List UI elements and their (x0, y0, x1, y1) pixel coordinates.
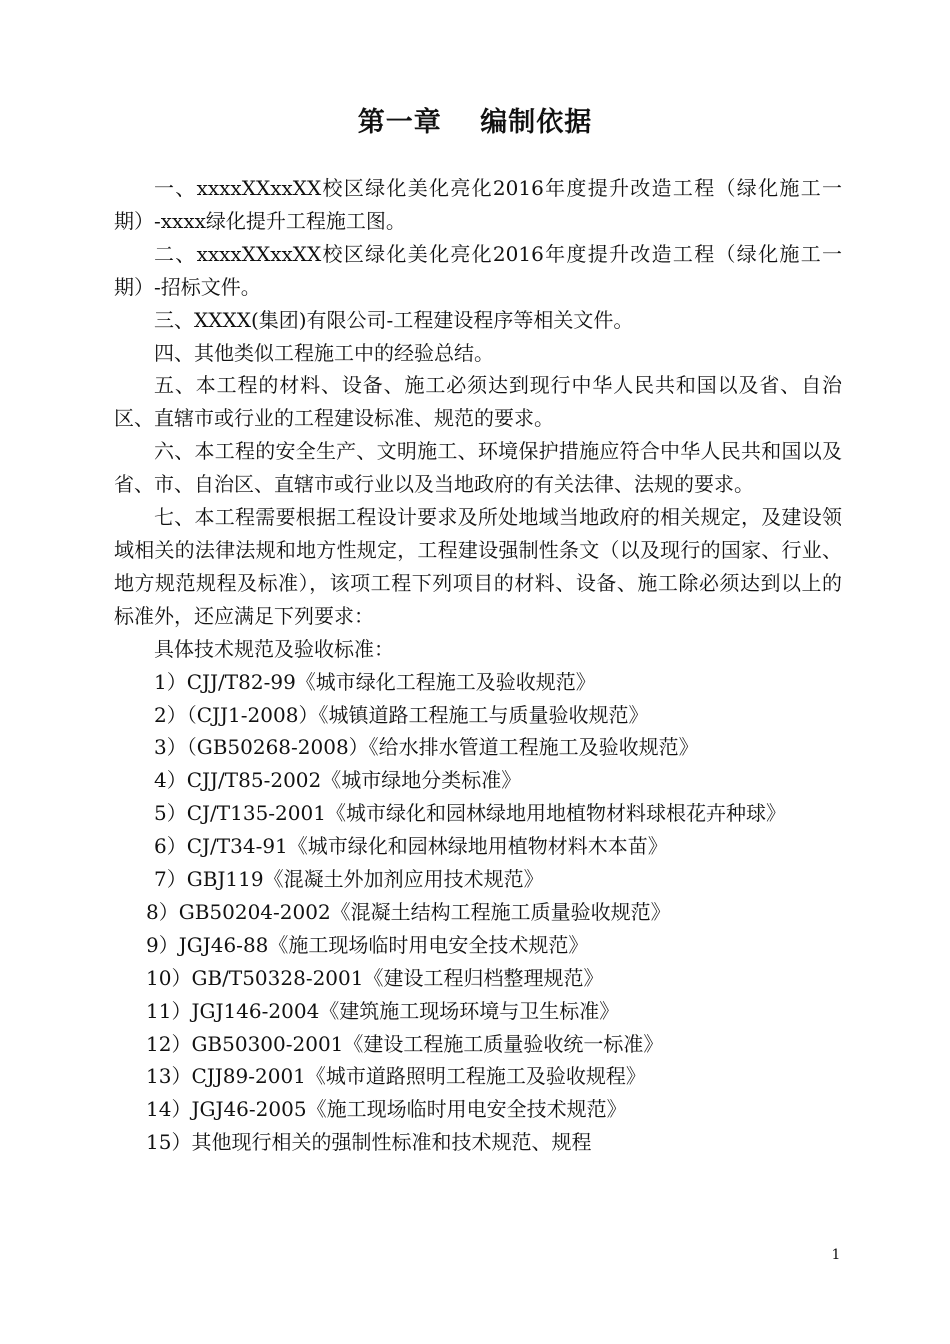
standard-item: 3）（GB50268-2008）《给水排水管道工程施工及验收规范》 (154, 735, 699, 760)
standard-item: 1）CJJ/T82-99《城市绿化工程施工及验收规范》 (154, 669, 596, 694)
paragraph-material-standards: 五、本工程的材料、设备、施工必须达到现行中华人民共和国以及省、自治区、直辖市或行业的工程建设标准、规范的要求。 (114, 373, 842, 431)
paragraph-company-procedures: 三、XXXX(集团)有限公司-工程建设程序等相关文件。 (154, 307, 634, 332)
standard-item: 2）（CJJ1-2008）《城镇道路工程施工与质量验收规范》 (154, 702, 649, 727)
paragraph-experience-summary: 四、其他类似工程施工中的经验总结。 (154, 340, 494, 365)
standard-item: 13）CJJ89-2001《城市道路照明工程施工及验收规程》 (146, 1064, 646, 1089)
standard-item: 8）GB50204-2002《混凝土结构工程施工质量验收规范》 (146, 899, 671, 924)
standard-item: 15）其他现行相关的强制性标准和技术规范、规程 (146, 1130, 592, 1155)
standard-item: 5）CJ/T135-2001《城市绿化和园林绿地用地植物材料球根花卉种球》 (154, 801, 786, 826)
paragraph-safety-requirements: 六、本工程的安全生产、文明施工、环境保护措施应符合中华人民共和国以及省、市、自治区、直辖市或行业以及当地政府的有关法律、法规的要求。 (114, 439, 842, 497)
standard-item: 11）JGJ146-2004《建筑施工现场环境与卫生标准》 (146, 998, 620, 1023)
standard-item: 14）JGJ46-2005《施工现场临时用电安全技术规范》 (146, 1097, 627, 1122)
standard-item: 9）JGJ46-88《施工现场临时用电安全技术规范》 (146, 932, 589, 957)
standard-item: 7）GBJ119《混凝土外加剂应用技术规范》 (154, 867, 544, 892)
standard-item: 4）CJJ/T85-2002《城市绿地分类标准》 (154, 768, 522, 793)
document-body (114, 172, 842, 1159)
paragraph-regulations: 七、本工程需要根据工程设计要求及所处地域当地政府的相关规定，及建设领域相关的法律法规和地方性规定，工程建设强制性条文（以及现行的国家、行业、地方规范规程及标准），该项工程下列项目的材料、设备、施工除必须达到以上的标准外，还应满足下列要求： (114, 505, 842, 628)
standard-item: 12）GB50300-2001《建设工程施工质量验收统一标准》 (146, 1031, 664, 1056)
paragraph-tender-documents: 二、xxxxXXxxXX校区绿化美化亮化2016年度提升改造工程（绿化施工一期）-招标文件。 (114, 241, 842, 299)
standard-item: 6）CJ/T34-91《城市绿化和园林绿地用植物材料木本苗》 (154, 834, 668, 859)
standard-item: 10）GB/T50328-2001《建设工程归档整理规范》 (146, 965, 604, 990)
standards-list (114, 666, 842, 1160)
page-number: 1 (831, 1247, 841, 1263)
paragraph-construction-drawings: 一、xxxxXXxxXX校区绿化美化亮化2016年度提升改造工程（绿化施工一期）-xxxx绿化提升工程施工图。 (114, 176, 842, 233)
chapter-title: 第一章 编制依据 (357, 107, 593, 138)
paragraph-standards-heading: 具体技术规范及验收标准： (154, 636, 394, 661)
